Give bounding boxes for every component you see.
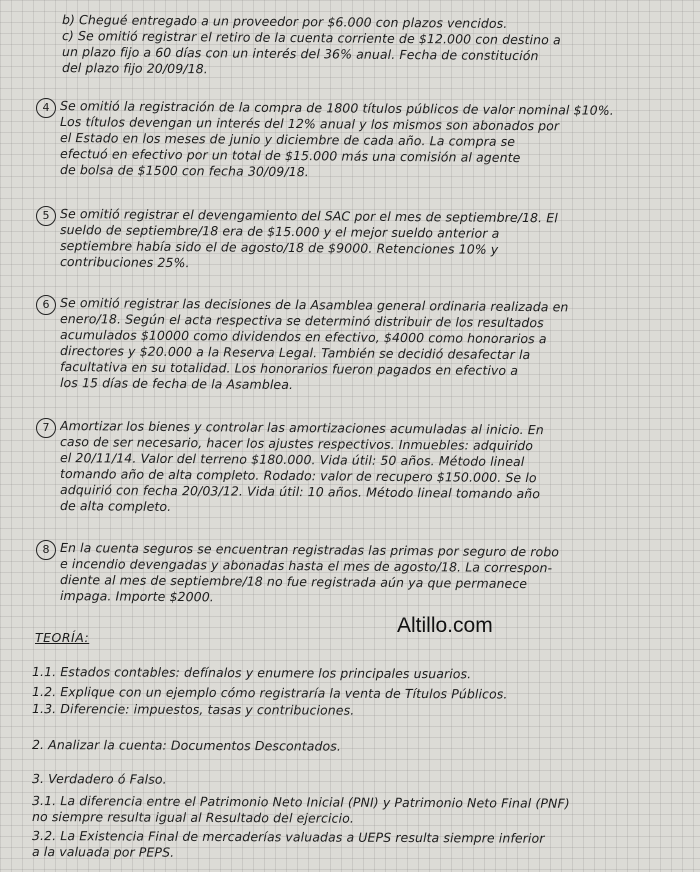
teoria-question-1-1 xyxy=(32,664,677,680)
text-line: directores y $20.000 a la Reserva Legal. También se decidió desafectar la xyxy=(59,343,531,363)
section-exercise-5 xyxy=(60,206,670,270)
text-line: los 15 días de fecha de la Asamblea. xyxy=(59,375,294,393)
exercise-number-4: 4 xyxy=(36,98,56,118)
section-exercise-7 xyxy=(60,418,670,514)
teoria-heading: TEORÍA: xyxy=(35,630,90,645)
text-line: facultativa en su totalidad. Los honorarios fueron pagados en efectivo a xyxy=(59,359,519,378)
teoria-question-1-2 xyxy=(32,684,677,700)
question-line: no siempre resulta igual al Resultado del ejercicio. xyxy=(31,809,354,826)
text-line: En la cuenta seguros se encuentran registradas las primas por seguro de robo xyxy=(59,540,560,560)
text-line: el Estado en los meses de junio y diciembre de cada año. La compra se xyxy=(59,130,516,149)
text-line: Se omitió la registración de la compra de 1800 títulos públicos de valor nominal $10%. xyxy=(59,98,614,118)
teoria-question-1-3 xyxy=(32,701,677,717)
text-line: diente al mes de septiembre/18 no fue registrada aún ya que permanece xyxy=(59,572,528,592)
text-line: el 20/11/14. Valor del terreno $180.000. Vida útil: 50 años. Método lineal xyxy=(59,450,525,470)
question-line: 3. Verdadero ó Falso. xyxy=(31,771,167,787)
exercise-number-8: 8 xyxy=(36,540,56,560)
text-line: contribuciones 25%. xyxy=(59,254,190,271)
text-line: septiembre había sido el de agosto/18 de $9000. Retenciones 10% y xyxy=(59,238,499,257)
text-line: Amortizar los bienes y controlar las amortizaciones acumuladas al inicio. En xyxy=(59,418,544,438)
text-line: adquirió con fecha 20/03/12. Vida útil: 10 años. Método lineal tomando año xyxy=(59,482,541,502)
text-line: de bolsa de $1500 con fecha 30/09/18. xyxy=(59,162,309,180)
text-line: Se omitió registrar las decisiones de la Asamblea general ordinaria realizada en xyxy=(59,295,569,315)
section-exercise-8 xyxy=(60,540,670,604)
question-line: 3.1. La diferencia entre el Patrimonio Neto Inicial (PNI) y Patrimonio Neto Final (PNF) xyxy=(31,793,570,811)
exercise-number-6: 6 xyxy=(36,295,56,315)
section-exercise-3-continuation xyxy=(62,12,672,76)
question-line: 1.1. Estados contables: defínalos y enumere los principales usuarios. xyxy=(31,664,472,682)
text-line: un plazo fijo a 60 días con un interés del 36% anual. Fecha de constitución xyxy=(61,44,539,64)
text-line: c) Se omitió registrar el retiro de la cuenta corriente de $12.000 con destino a xyxy=(61,28,561,48)
teoria-question-2 xyxy=(32,737,677,753)
watermark-text: Altillo.com xyxy=(397,614,493,637)
text-line: caso de ser necesario, hacer los ajustes respectivos. Inmuebles: adquirido xyxy=(59,434,534,454)
teoria-question-3-1 xyxy=(32,793,677,825)
question-line: 1.2. Explique con un ejemplo cómo registraría la venta de Títulos Públicos. xyxy=(31,684,508,702)
question-line: 3.2. La Existencia Final de mercaderías valuadas a UEPS resulta siempre inferior xyxy=(31,828,545,846)
text-line: acumulados $10000 como dividendos en efectivo, $4000 como honorarios a xyxy=(59,327,547,347)
text-line: enero/18. Según el acta respectiva se determinó distribuir de los resultados xyxy=(59,311,544,331)
text-line: b) Chegué entregado a un proveedor por $6.000 con plazos vencidos. xyxy=(61,12,508,31)
text-line: e incendio devengadas y abonadas hasta el mes de agosto/18. La correspon- xyxy=(59,556,553,576)
text-line: Se omitió registrar el devengamiento del SAC por el mes de septiembre/18. El xyxy=(59,206,558,226)
exercise-number-7: 7 xyxy=(36,418,56,438)
teoria-question-3-2 xyxy=(32,828,677,860)
text-line: del plazo fijo 20/09/18. xyxy=(61,60,208,77)
text-line: efectuó en efectivo por un total de $15.000 más una comisión al agente xyxy=(59,146,521,166)
text-line: de alta completo. xyxy=(59,498,172,514)
question-line: 2. Analizar la cuenta: Documentos Descontados. xyxy=(31,737,342,754)
teoria-question-3 xyxy=(32,771,677,787)
question-line: a la valuada por PEPS. xyxy=(31,844,175,860)
section-exercise-6 xyxy=(60,295,670,391)
text-line: sueldo de septiembre/18 era de $15.000 y el mejor sueldo anterior a xyxy=(59,222,500,241)
text-line: Los títulos devengan un interés del 12% anual y los mismos son abonados por xyxy=(59,114,560,134)
text-line: tomando año de alta completo. Rodado: valor de recupero $150.000. Se lo xyxy=(59,466,537,486)
question-line: 1.3. Diferencie: impuestos, tasas y contribuciones. xyxy=(31,701,355,718)
exercise-number-5: 5 xyxy=(36,206,56,226)
text-line: impaga. Importe $2000. xyxy=(59,588,214,605)
section-exercise-4 xyxy=(60,98,670,178)
